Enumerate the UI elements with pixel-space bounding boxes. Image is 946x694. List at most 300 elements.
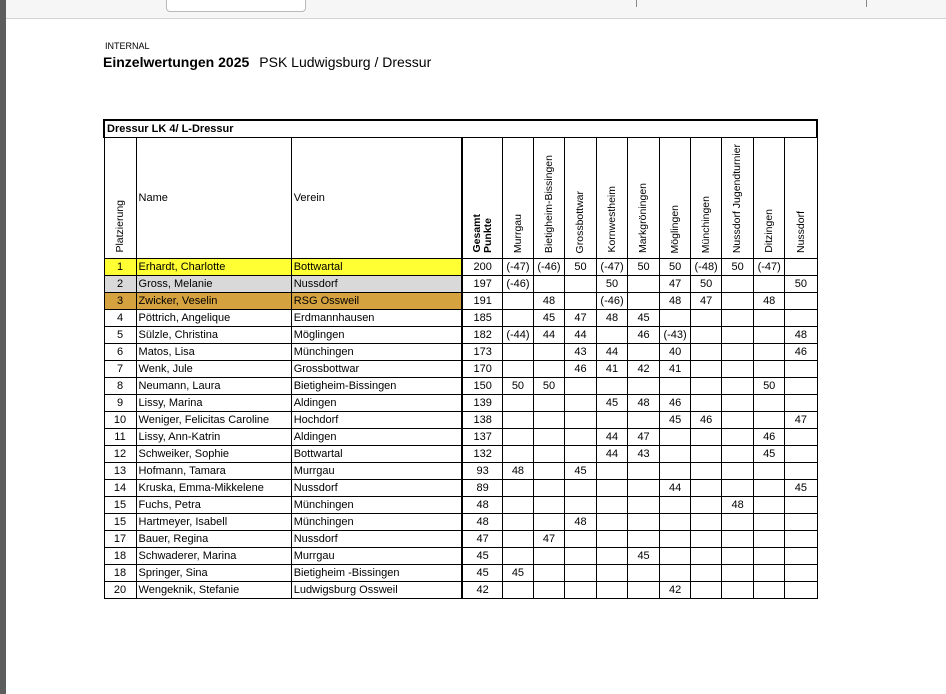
score-cell: 45 [533, 310, 564, 327]
score-cell: 46 [660, 395, 691, 412]
score-cell [533, 276, 564, 293]
score-cell [660, 565, 691, 582]
score-cell [533, 429, 564, 446]
score-cell: 41 [597, 361, 628, 378]
score-cell [785, 497, 817, 514]
score-cell [722, 446, 754, 463]
placement-cell: 1 [104, 259, 136, 276]
club-cell: Bottwartal [291, 446, 462, 463]
score-cell [660, 548, 691, 565]
score-cell [502, 395, 533, 412]
score-cell [691, 344, 722, 361]
club-cell: Bottwartal [291, 259, 462, 276]
score-cell [722, 565, 754, 582]
score-cell [785, 446, 817, 463]
toolbar-divider [866, 0, 867, 7]
internal-label: INTERNAL [105, 41, 150, 51]
name-cell: Weniger, Felicitas Caroline [136, 412, 291, 429]
header-total: GesamtPunkte [462, 138, 502, 259]
placement-cell: 20 [104, 582, 136, 599]
score-cell [564, 565, 596, 582]
score-cell [533, 446, 564, 463]
score-cell [628, 412, 660, 429]
document-heading [103, 54, 431, 70]
score-cell [628, 531, 660, 548]
score-cell: 45 [597, 395, 628, 412]
score-cell [597, 565, 628, 582]
score-cell [754, 531, 785, 548]
club-cell: Nussdorf [291, 276, 462, 293]
placement-cell: 15 [104, 497, 136, 514]
score-cell: 45 [502, 565, 533, 582]
score-cell [502, 548, 533, 565]
score-cell [691, 514, 722, 531]
score-cell [722, 480, 754, 497]
score-cell [502, 514, 533, 531]
score-cell [754, 582, 785, 599]
score-cell [564, 548, 596, 565]
score-cell: 44 [660, 480, 691, 497]
name-cell: Lissy, Marina [136, 395, 291, 412]
score-cell [722, 378, 754, 395]
score-cell [754, 565, 785, 582]
score-cell: 48 [785, 327, 817, 344]
score-cell [722, 276, 754, 293]
score-cell [785, 395, 817, 412]
name-cell: Fuchs, Petra [136, 497, 291, 514]
score-cell: 45 [628, 548, 660, 565]
club-cell: Nussdorf [291, 531, 462, 548]
total-cell: 45 [462, 565, 502, 582]
table-row [104, 395, 817, 412]
score-cell [628, 276, 660, 293]
placement-cell: 5 [104, 327, 136, 344]
placement-cell: 13 [104, 463, 136, 480]
name-cell: Bauer, Regina [136, 531, 291, 548]
name-cell: Lissy, Ann-Katrin [136, 429, 291, 446]
score-cell: 44 [597, 344, 628, 361]
score-cell [502, 582, 533, 599]
score-cell [660, 310, 691, 327]
placement-cell: 2 [104, 276, 136, 293]
total-cell: 93 [462, 463, 502, 480]
header-event: Nussdorf [785, 138, 817, 259]
score-cell: 44 [564, 327, 596, 344]
score-cell [628, 565, 660, 582]
score-cell: (-46) [533, 259, 564, 276]
header-event: Murrgau [502, 138, 533, 259]
total-cell: 170 [462, 361, 502, 378]
score-cell [722, 344, 754, 361]
score-cell: 48 [722, 497, 754, 514]
score-cell: 47 [564, 310, 596, 327]
score-cell [628, 582, 660, 599]
score-cell: 42 [628, 361, 660, 378]
score-cell [722, 293, 754, 310]
score-cell [502, 361, 533, 378]
placement-cell: 11 [104, 429, 136, 446]
score-cell [502, 429, 533, 446]
total-cell: 48 [462, 497, 502, 514]
score-cell [691, 565, 722, 582]
score-cell: 48 [597, 310, 628, 327]
toolbar-divider [636, 0, 637, 7]
score-cell [660, 446, 691, 463]
score-cell: 40 [660, 344, 691, 361]
score-cell [564, 497, 596, 514]
score-cell: 45 [785, 480, 817, 497]
table-row [104, 344, 817, 361]
score-cell [597, 378, 628, 395]
table-row [104, 446, 817, 463]
score-cell [691, 548, 722, 565]
score-cell: 48 [660, 293, 691, 310]
score-cell [785, 310, 817, 327]
club-cell: Münchingen [291, 344, 462, 361]
table-row [104, 497, 817, 514]
club-cell: Aldingen [291, 429, 462, 446]
score-cell [785, 378, 817, 395]
score-cell [564, 480, 596, 497]
score-cell: 50 [564, 259, 596, 276]
total-cell: 200 [462, 259, 502, 276]
score-cell [785, 293, 817, 310]
score-cell: 46 [785, 344, 817, 361]
score-cell [628, 514, 660, 531]
table-row [104, 582, 817, 599]
score-cell [502, 446, 533, 463]
score-cell: 50 [628, 259, 660, 276]
club-cell: Bietigheim-Bissingen [291, 378, 462, 395]
table-title-row [104, 120, 817, 138]
table-row [104, 276, 817, 293]
score-cell: 41 [660, 361, 691, 378]
score-cell [564, 276, 596, 293]
score-cell [722, 429, 754, 446]
name-cell: Schwaderer, Marina [136, 548, 291, 565]
club-cell: Münchingen [291, 497, 462, 514]
score-cell [533, 582, 564, 599]
name-cell: Sülzle, Christina [136, 327, 291, 344]
score-cell [502, 480, 533, 497]
score-cell: 46 [564, 361, 596, 378]
table-row [104, 327, 817, 344]
score-cell [564, 582, 596, 599]
total-cell: 197 [462, 276, 502, 293]
table-header-row [104, 138, 817, 259]
score-cell [597, 463, 628, 480]
score-cell [785, 361, 817, 378]
score-cell [660, 463, 691, 480]
results-table [103, 119, 818, 599]
score-cell [722, 327, 754, 344]
score-cell [691, 463, 722, 480]
score-cell [502, 497, 533, 514]
score-cell [660, 497, 691, 514]
placement-cell: 8 [104, 378, 136, 395]
club-cell: Bietigheim -Bissingen [291, 565, 462, 582]
club-cell: Murrgau [291, 548, 462, 565]
score-cell [597, 531, 628, 548]
score-cell [785, 565, 817, 582]
placement-cell: 4 [104, 310, 136, 327]
score-cell: (-46) [502, 276, 533, 293]
score-cell [722, 310, 754, 327]
score-cell [722, 395, 754, 412]
score-cell [533, 497, 564, 514]
score-cell: 45 [660, 412, 691, 429]
score-cell [722, 548, 754, 565]
score-cell [754, 480, 785, 497]
score-cell: (-46) [597, 293, 628, 310]
placement-cell: 7 [104, 361, 136, 378]
placement-cell: 14 [104, 480, 136, 497]
score-cell: 47 [785, 412, 817, 429]
score-cell: (-47) [754, 259, 785, 276]
total-cell: 137 [462, 429, 502, 446]
club-cell: Murrgau [291, 463, 462, 480]
score-cell [660, 514, 691, 531]
table-row [104, 361, 817, 378]
header-event: Markgröningen [628, 138, 660, 259]
score-cell [754, 327, 785, 344]
score-cell: 47 [533, 531, 564, 548]
score-cell [660, 378, 691, 395]
score-cell: 44 [597, 429, 628, 446]
score-cell [533, 514, 564, 531]
score-cell [564, 446, 596, 463]
name-cell: Gross, Melanie [136, 276, 291, 293]
placement-cell: 3 [104, 293, 136, 310]
table-row [104, 378, 817, 395]
total-cell: 182 [462, 327, 502, 344]
score-cell [628, 463, 660, 480]
name-cell: Pöttrich, Angelique [136, 310, 291, 327]
score-cell [754, 361, 785, 378]
table-row [104, 310, 817, 327]
score-cell [564, 395, 596, 412]
total-cell: 191 [462, 293, 502, 310]
header-placement: Platzierung [104, 138, 136, 259]
score-cell [628, 293, 660, 310]
score-cell: 47 [691, 293, 722, 310]
score-cell [533, 548, 564, 565]
score-cell [754, 463, 785, 480]
placement-cell: 18 [104, 548, 136, 565]
table-section-title: Dressur LK 4/ L-Dressur [104, 120, 817, 138]
score-cell [628, 480, 660, 497]
header-event: Grossbottwar [564, 138, 596, 259]
placement-cell: 17 [104, 531, 136, 548]
placement-cell: 12 [104, 446, 136, 463]
score-cell [691, 361, 722, 378]
score-cell: 46 [754, 429, 785, 446]
name-cell: Neumann, Laura [136, 378, 291, 395]
header-event: Nussdorf Jugendturnier [722, 138, 754, 259]
score-cell [533, 463, 564, 480]
score-cell: 50 [754, 378, 785, 395]
score-cell [564, 293, 596, 310]
name-cell: Kruska, Emma-Mikkelene [136, 480, 291, 497]
score-cell [691, 582, 722, 599]
score-cell [564, 378, 596, 395]
club-cell: Münchingen [291, 514, 462, 531]
club-cell: Ludwigsburg Ossweil [291, 582, 462, 599]
placement-cell: 15 [104, 514, 136, 531]
club-cell: Erdmannhausen [291, 310, 462, 327]
header-event: Ditzingen [754, 138, 785, 259]
score-cell [691, 378, 722, 395]
score-cell [691, 327, 722, 344]
header-event: Bietigheim-Bissingen [533, 138, 564, 259]
score-cell [564, 531, 596, 548]
score-cell [785, 429, 817, 446]
score-cell: 43 [564, 344, 596, 361]
table-row [104, 565, 817, 582]
viewer-toolbar [6, 0, 946, 19]
score-cell [691, 531, 722, 548]
score-cell [754, 412, 785, 429]
score-cell: 50 [785, 276, 817, 293]
name-cell: Schweiker, Sophie [136, 446, 291, 463]
score-cell [597, 582, 628, 599]
score-cell [502, 344, 533, 361]
score-cell [597, 480, 628, 497]
club-cell: Nussdorf [291, 480, 462, 497]
placement-cell: 9 [104, 395, 136, 412]
score-cell: 46 [628, 327, 660, 344]
table-row [104, 514, 817, 531]
score-cell [785, 259, 817, 276]
header-event: Münchingen [691, 138, 722, 259]
name-cell: Springer, Sina [136, 565, 291, 582]
score-cell: 48 [502, 463, 533, 480]
score-cell: 48 [754, 293, 785, 310]
name-cell: Wenk, Jule [136, 361, 291, 378]
total-cell: 89 [462, 480, 502, 497]
score-cell: 42 [660, 582, 691, 599]
name-cell: Erhardt, Charlotte [136, 259, 291, 276]
table-row [104, 463, 817, 480]
score-cell: 45 [628, 310, 660, 327]
window-left-edge [0, 0, 6, 694]
score-cell [597, 514, 628, 531]
score-cell [691, 497, 722, 514]
score-cell [502, 531, 533, 548]
club-cell: Möglingen [291, 327, 462, 344]
score-cell: 47 [628, 429, 660, 446]
header-event: Möglingen [660, 138, 691, 259]
score-cell [691, 395, 722, 412]
score-cell [754, 497, 785, 514]
placement-cell: 6 [104, 344, 136, 361]
score-cell: 44 [533, 327, 564, 344]
table-row [104, 531, 817, 548]
score-cell [597, 548, 628, 565]
score-cell: (-48) [691, 259, 722, 276]
score-cell [533, 565, 564, 582]
score-cell [785, 582, 817, 599]
score-cell [533, 395, 564, 412]
score-cell [785, 514, 817, 531]
club-cell: Grossbottwar [291, 361, 462, 378]
score-cell [785, 548, 817, 565]
score-cell [722, 514, 754, 531]
total-cell: 185 [462, 310, 502, 327]
table-row [104, 429, 817, 446]
score-cell [564, 412, 596, 429]
document-title: Einzelwertungen 2025 [103, 54, 250, 70]
score-cell: 45 [754, 446, 785, 463]
score-cell [628, 497, 660, 514]
name-cell: Wengeknik, Stefanie [136, 582, 291, 599]
total-cell: 42 [462, 582, 502, 599]
score-cell [628, 378, 660, 395]
score-cell [597, 327, 628, 344]
placement-cell: 10 [104, 412, 136, 429]
score-cell: 48 [564, 514, 596, 531]
score-cell: 50 [722, 259, 754, 276]
total-cell: 150 [462, 378, 502, 395]
total-cell: 139 [462, 395, 502, 412]
total-cell: 132 [462, 446, 502, 463]
score-cell [597, 497, 628, 514]
score-cell: 50 [691, 276, 722, 293]
toolbar-field[interactable] [166, 0, 306, 12]
table-row [104, 412, 817, 429]
score-cell [722, 582, 754, 599]
document-subtitle: PSK Ludwigsburg / Dressur [259, 54, 432, 70]
score-cell: 50 [597, 276, 628, 293]
score-cell [722, 531, 754, 548]
club-cell: Aldingen [291, 395, 462, 412]
score-cell [722, 412, 754, 429]
score-cell [533, 480, 564, 497]
score-cell [533, 412, 564, 429]
score-cell: 50 [533, 378, 564, 395]
score-cell [660, 531, 691, 548]
header-club: Verein [291, 138, 462, 259]
score-cell [754, 395, 785, 412]
score-cell [754, 344, 785, 361]
club-cell: Hochdorf [291, 412, 462, 429]
total-cell: 47 [462, 531, 502, 548]
score-cell [785, 463, 817, 480]
name-cell: Matos, Lisa [136, 344, 291, 361]
score-cell [691, 480, 722, 497]
score-cell [691, 429, 722, 446]
score-cell: 47 [660, 276, 691, 293]
club-cell: RSG Ossweil [291, 293, 462, 310]
score-cell [754, 514, 785, 531]
score-cell: (-44) [502, 327, 533, 344]
score-cell: 44 [597, 446, 628, 463]
score-cell [502, 412, 533, 429]
score-cell: 48 [533, 293, 564, 310]
table-row [104, 293, 817, 310]
score-cell [722, 463, 754, 480]
table-row [104, 259, 817, 276]
score-cell [691, 310, 722, 327]
score-cell [754, 548, 785, 565]
score-cell [502, 293, 533, 310]
score-cell [502, 310, 533, 327]
name-cell: Hartmeyer, Isabell [136, 514, 291, 531]
score-cell: 45 [564, 463, 596, 480]
name-cell: Zwicker, Veselin [136, 293, 291, 310]
table-row [104, 548, 817, 565]
score-cell: 48 [628, 395, 660, 412]
